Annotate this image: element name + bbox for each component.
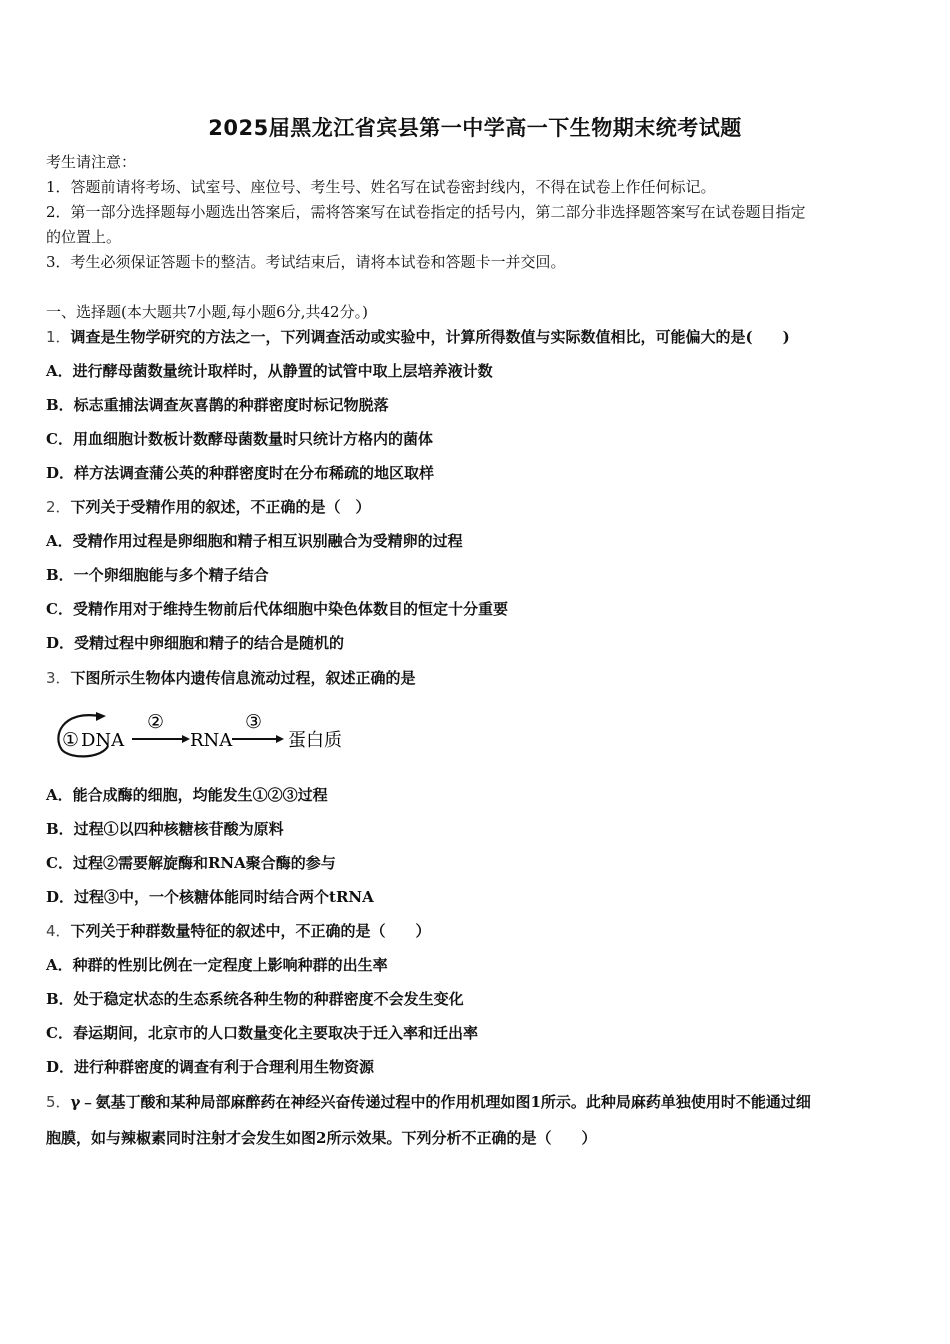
genetic-flow-diagram — [52, 706, 362, 762]
question-1-option-a: A．进行酵母菌数量统计取样时，从静置的试管中取上层培养液计数 — [46, 362, 493, 380]
question-3-stem — [46, 668, 906, 688]
question-number: 4． — [46, 922, 71, 940]
question-text: 下列关于种群数量特征的叙述中，不正确的是（ ） — [70, 922, 431, 940]
question-3-option-c: C．过程②需要解旋酶和RNA聚合酶的参与 — [46, 854, 336, 872]
step-3-label: ③ — [245, 711, 263, 733]
question-2-option-b: B．一个卵细胞能与多个精子结合 — [46, 566, 269, 584]
question-5-stem — [46, 1092, 906, 1112]
question-4-option-a: A．种群的性别比例在一定程度上影响种群的出生率 — [46, 956, 388, 974]
question-4-option-b: B．处于稳定状态的生态系统各种生物的种群密度不会发生变化 — [46, 990, 464, 1008]
question-text: 调查是生物学研究的方法之一，下列调查活动或实验中，计算所得数值与实际数值相比，可能偏大的是( ) — [70, 328, 790, 346]
question-4-stem — [46, 921, 906, 941]
notice-item-2: 2．第一部分选择题每小题选出答案后，需将答案写在试卷指定的括号内，第二部分非选择题答案写在试卷题目指定 — [46, 203, 806, 221]
notice-item-3: 3．考生必须保证答题卡的整洁。考试结束后，请将本试卷和答题卡一并交回。 — [46, 253, 566, 271]
protein-label: 蛋白质 — [288, 730, 342, 751]
arrow-dna-rna-head — [182, 735, 190, 743]
question-2-option-c: C．受精作用对于维持生物前后代体细胞中染色体数目的恒定十分重要 — [46, 600, 508, 618]
dna-label: DNA — [81, 730, 125, 751]
step-2-label: ② — [147, 711, 165, 733]
question-4-option-d: D．进行种群密度的调查有利于合理利用生物资源 — [46, 1058, 375, 1076]
page-title: 2025届黑龙江省宾县第一中学高一下生物期末统考试题 — [208, 116, 742, 140]
question-1-option-d: D．样方法调查蒲公英的种群密度时在分布稀疏的地区取样 — [46, 464, 435, 482]
section-heading: 一、选择题(本大题共7小题,每小题6分,共42分。) — [46, 303, 368, 321]
question-number: 3． — [46, 669, 71, 687]
question-3-option-d: D．过程③中，一个核糖体能同时结合两个tRNA — [46, 888, 374, 906]
question-2-option-d: D．受精过程中卵细胞和精子的结合是随机的 — [46, 634, 345, 652]
question-1-option-b: B．标志重捕法调查灰喜鹊的种群密度时标记物脱落 — [46, 396, 389, 414]
question-3-option-b: B．过程①以四种核糖核苷酸为原料 — [46, 820, 284, 838]
notice-heading: 考生请注意： — [46, 153, 137, 171]
replication-arrowhead — [96, 712, 106, 721]
rna-label: RNA — [190, 730, 233, 751]
question-5-stem-cont: 胞膜，如与辣椒素同时注射才会发生如图2所示效果。下列分析不正确的是（ ） — [46, 1129, 597, 1147]
question-text: 下图所示生物体内遗传信息流动过程，叙述正确的是 — [70, 669, 416, 687]
notice-item-2-cont: 的位置上。 — [46, 228, 122, 246]
question-2-option-a: A．受精作用过程是卵细胞和精子相互识别融合为受精卵的过程 — [46, 532, 463, 550]
question-text: γ﹣氨基丁酸和某种局部麻醉药在神经兴奋传递过程中的作用机理如图1所示。此种局麻药单独使用时不能通过细 — [70, 1093, 811, 1111]
step-1-label: ① — [62, 729, 80, 751]
notice-item-1: 1．答题前请将考场、试室号、座位号、考生号、姓名写在试卷密封线内，不得在试卷上作任何标记。 — [46, 178, 716, 196]
question-1-stem — [46, 327, 906, 347]
question-4-option-c: C．春运期间，北京市的人口数量变化主要取决于迁入率和迁出率 — [46, 1024, 478, 1042]
question-number: 2． — [46, 498, 71, 516]
question-2-stem — [46, 497, 906, 517]
arrow-rna-protein-head — [276, 735, 284, 743]
question-1-option-c: C．用血细胞计数板计数酵母菌数量时只统计方格内的菌体 — [46, 430, 433, 448]
question-number: 5． — [46, 1093, 71, 1111]
question-number: 1． — [46, 328, 71, 346]
question-text: 下列关于受精作用的叙述，不正确的是（ ） — [70, 498, 371, 516]
question-3-option-a: A．能合成酶的细胞，均能发生①②③过程 — [46, 786, 328, 804]
